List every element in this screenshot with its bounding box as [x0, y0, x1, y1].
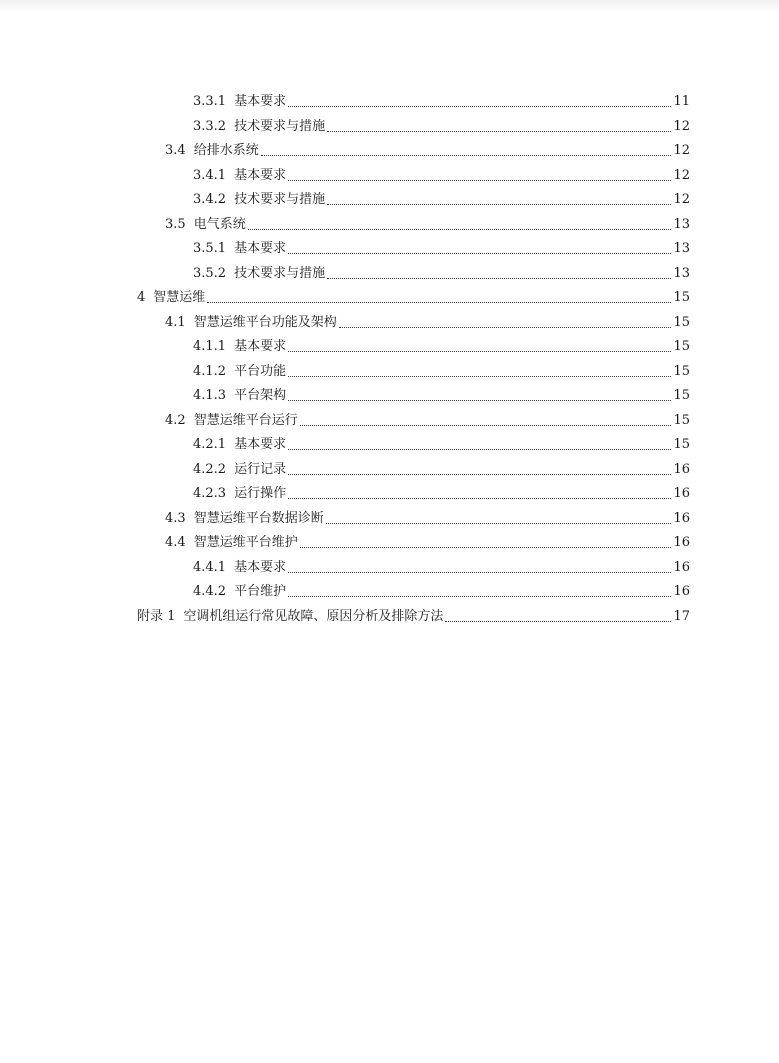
toc-entry-number: 3.4	[165, 143, 186, 158]
toc-leader-dots	[288, 571, 671, 573]
toc-leader-dots	[288, 399, 671, 401]
toc-entry[interactable]	[165, 407, 690, 429]
toc-entry[interactable]	[193, 113, 690, 135]
toc-entry-page-number: 13	[673, 265, 690, 281]
toc-entry-page-number: 15	[673, 314, 690, 330]
toc-entry[interactable]	[137, 284, 690, 306]
toc-entry-title: 空调机组运行常见故障、原因分析及排除方法	[183, 608, 444, 624]
toc-leader-dots	[288, 179, 671, 181]
toc-entry[interactable]	[193, 235, 690, 257]
toc-entry-title: 运行记录	[234, 461, 287, 477]
toc-entry[interactable]	[165, 211, 690, 233]
toc-entry-title: 基本要求	[234, 241, 287, 256]
toc-leader-dots	[261, 154, 672, 156]
toc-entry-title: 给排水系统	[193, 143, 259, 158]
toc-entry[interactable]	[193, 578, 690, 600]
toc-entry-number: 3.4.2	[193, 192, 227, 207]
toc-entry-title: 电气系统	[193, 216, 246, 232]
toc-entry-page-number: 16	[673, 535, 690, 550]
toc-leader-dots	[300, 546, 672, 548]
toc-leader-dots	[288, 375, 671, 377]
toc-entry-page-number: 15	[673, 290, 690, 305]
toc-entry-title: 技术要求与措施	[234, 118, 326, 134]
toc-leader-dots	[445, 620, 671, 622]
toc-entry[interactable]	[165, 309, 690, 331]
toc-leader-dots	[288, 473, 671, 475]
toc-entry-page-number: 15	[673, 412, 690, 428]
toc-entry-page-number: 15	[673, 339, 690, 354]
toc-entry[interactable]	[193, 88, 690, 110]
toc-entry-page-number: 16	[673, 584, 690, 599]
toc-entry[interactable]	[193, 333, 690, 355]
toc-entry-number: 3.4.1	[193, 167, 227, 183]
toc-entry-number: 4.1	[165, 314, 186, 330]
toc-entry-page-number: 11	[673, 94, 690, 109]
toc-entry-title: 平台维护	[234, 584, 287, 599]
toc-leader-dots	[327, 130, 671, 132]
toc-entry-number: 3.3.2	[193, 118, 227, 134]
toc-leader-dots	[288, 105, 671, 107]
toc-entry-number: 4.2.2	[193, 461, 227, 477]
toc-leader-dots	[327, 203, 671, 205]
toc-leader-dots	[288, 252, 671, 254]
toc-entry-title: 基本要求	[234, 559, 287, 575]
toc-entry[interactable]	[165, 505, 690, 527]
toc-leader-dots	[327, 277, 671, 279]
toc-entry-title: 智慧运维	[153, 290, 206, 305]
toc-entry-number: 4.3	[165, 510, 186, 526]
toc-entry-page-number: 12	[673, 118, 690, 134]
toc-entry[interactable]	[193, 480, 690, 502]
toc-leader-dots	[288, 350, 671, 352]
toc-leader-dots	[288, 448, 671, 450]
toc-entry[interactable]	[193, 162, 690, 184]
toc-entry-number: 4.4	[165, 535, 186, 550]
toc-entry-page-number: 15	[673, 388, 690, 403]
toc-entry[interactable]	[193, 382, 690, 404]
toc-entry-number: 4.4.1	[193, 559, 227, 575]
toc-entry-number: 4.2.1	[193, 437, 227, 452]
toc-entry-title: 平台功能	[234, 363, 287, 379]
toc-leader-dots	[248, 228, 672, 230]
toc-entry[interactable]	[193, 431, 690, 453]
toc-entry-page-number: 12	[673, 192, 690, 207]
toc-entry[interactable]	[193, 186, 690, 208]
toc-entry-title: 基本要求	[234, 167, 287, 183]
toc-entry-page-number: 13	[673, 241, 690, 256]
toc-entry-page-number: 15	[673, 363, 690, 379]
toc-entry-page-number: 12	[673, 143, 690, 158]
toc-entry-number: 4.1.1	[193, 339, 227, 354]
toc-leader-dots	[288, 497, 671, 499]
toc-entry[interactable]	[165, 137, 690, 159]
toc-entry-number: 4.4.2	[193, 584, 227, 599]
toc-entry-page-number: 12	[673, 167, 690, 183]
toc-leader-dots	[326, 522, 672, 524]
page-top-shadow	[0, 0, 779, 12]
toc-entry-title: 技术要求与措施	[234, 265, 326, 281]
toc-entry-number: 附录 1	[137, 608, 176, 624]
toc-entry-title: 基本要求	[234, 94, 287, 109]
toc-entry-title: 基本要求	[234, 339, 287, 354]
toc-entry-number: 4.1.3	[193, 388, 227, 403]
toc-entry[interactable]	[165, 529, 690, 551]
toc-entry[interactable]	[193, 260, 690, 282]
toc-entry-title: 智慧运维平台维护	[193, 535, 298, 550]
toc-entry-page-number: 17	[673, 608, 690, 624]
toc-entry-title: 运行操作	[234, 486, 287, 501]
toc-entry-page-number: 15	[673, 437, 690, 452]
toc-entry-number: 4	[137, 290, 146, 305]
toc-entry-number: 3.3.1	[193, 94, 227, 109]
toc-leader-dots	[207, 301, 671, 303]
toc-leader-dots	[339, 326, 672, 328]
toc-leader-dots	[300, 424, 672, 426]
toc-leader-dots	[288, 595, 671, 597]
toc-entry-number: 4.2.3	[193, 486, 227, 501]
toc-entry-page-number: 16	[673, 486, 690, 501]
toc-entry-title: 技术要求与措施	[234, 192, 326, 207]
toc-entry[interactable]	[193, 456, 690, 478]
toc-entry-page-number: 13	[673, 216, 690, 232]
toc-entry-number: 3.5.1	[193, 241, 227, 256]
toc-entry-page-number: 16	[673, 461, 690, 477]
toc-entry[interactable]	[193, 358, 690, 380]
toc-entry-number: 3.5	[165, 216, 186, 232]
toc-entry-number: 4.2	[165, 412, 186, 428]
toc-entry[interactable]	[193, 554, 690, 576]
toc-entry-number: 3.5.2	[193, 265, 227, 281]
toc-entry-title: 智慧运维平台数据诊断	[193, 510, 324, 526]
toc-entry-page-number: 16	[673, 510, 690, 526]
toc-entry-page-number: 16	[673, 559, 690, 575]
toc-entry-number: 4.1.2	[193, 363, 227, 379]
toc-entry-title: 智慧运维平台运行	[193, 412, 298, 428]
toc-entry-title: 智慧运维平台功能及架构	[193, 314, 337, 330]
toc-entry-title: 平台架构	[234, 388, 287, 403]
toc-entry-title: 基本要求	[234, 437, 287, 452]
toc-entry[interactable]	[137, 603, 690, 625]
